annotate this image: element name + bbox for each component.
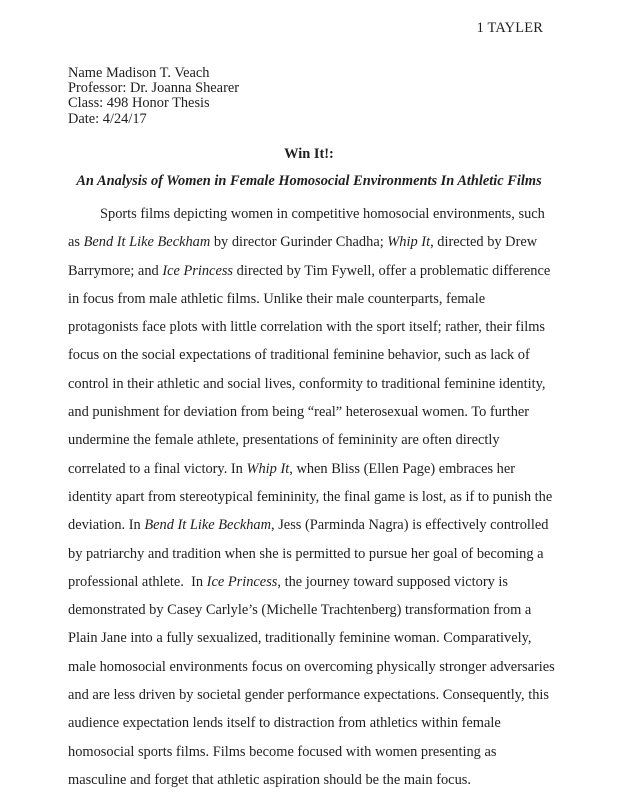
- paragraph-text: Sports films depicting women in competitive homosocial environments, such as: [68, 206, 545, 251]
- paragraph-text: , the journey toward supposed victory is demonstrated by Casey Carlyle’s (Michelle Trachtenberg) transformation from a Plain Jane into a fully sexualized, traditionally feminine woman. Comparatively, male homosocial environments focus on overcoming physically stronger adversaries and are less driven by societal gender performance expectations. Consequently, this audience expectation lends itself to distraction from athletics within female homosocial sports films. Films become focused with women presenting as masculine and forget that athletic aspiration should be the main focus.: [68, 573, 555, 788]
- paragraph-text: , when Bliss (Ellen Page) embraces her identity apart from stereotypical femininity, the final game is lost, as if to punish the deviation. In: [68, 460, 553, 534]
- film-title-italic: Whip It: [246, 460, 290, 477]
- film-title-italic: Bend It Like Beckham: [83, 234, 211, 251]
- film-title-italic: Ice Princess: [206, 573, 278, 590]
- heading-block: [68, 66, 239, 127]
- film-title-italic: Bend It Like Beckham: [144, 517, 272, 534]
- essay-subtitle: An Analysis of Women in Female Homosocial Environments In Athletic Films: [76, 173, 542, 189]
- heading-line: Professor: Dr. Joanna Shearer: [68, 80, 240, 97]
- paragraph-text: by director Gurinder Chadha;: [210, 234, 388, 251]
- paragraph-text: , directed by Drew Barrymore; and: [68, 234, 538, 279]
- heading-line: Date: 4/24/17: [68, 110, 147, 127]
- paragraph-text: directed by Tim Fywell, offer a problematic difference in focus from male athletic films. Unlike their male counterparts, female protagonists face plots with little correlation with the sport itself; rather, their films focus on the social expectations of traditional feminine behavior, such as lack of control in their athletic and social lives, conformity to traditional feminine identity, and punishment for deviation from being “real” heterosexual women. To further undermine the female athlete, presentations of femininity are often directly correlated to a final victory. In: [68, 262, 551, 477]
- heading-line: Class: 498 Honor Thesis: [68, 95, 210, 112]
- heading-line: Name Madison T. Veach: [68, 65, 210, 81]
- film-title-italic: Ice Princess: [162, 262, 234, 279]
- film-title-italic: Whip It: [387, 234, 431, 251]
- essay-paragraph: [68, 200, 558, 794]
- paragraph-text: , Jess (Parminda Nagra) is effectively controlled by patriarchy and tradition when she is permitted to pursue her goal of becoming a professional athlete. In: [68, 517, 549, 590]
- essay-title: Win It!:: [284, 146, 334, 162]
- running-head: 1 TAYLER: [476, 20, 543, 36]
